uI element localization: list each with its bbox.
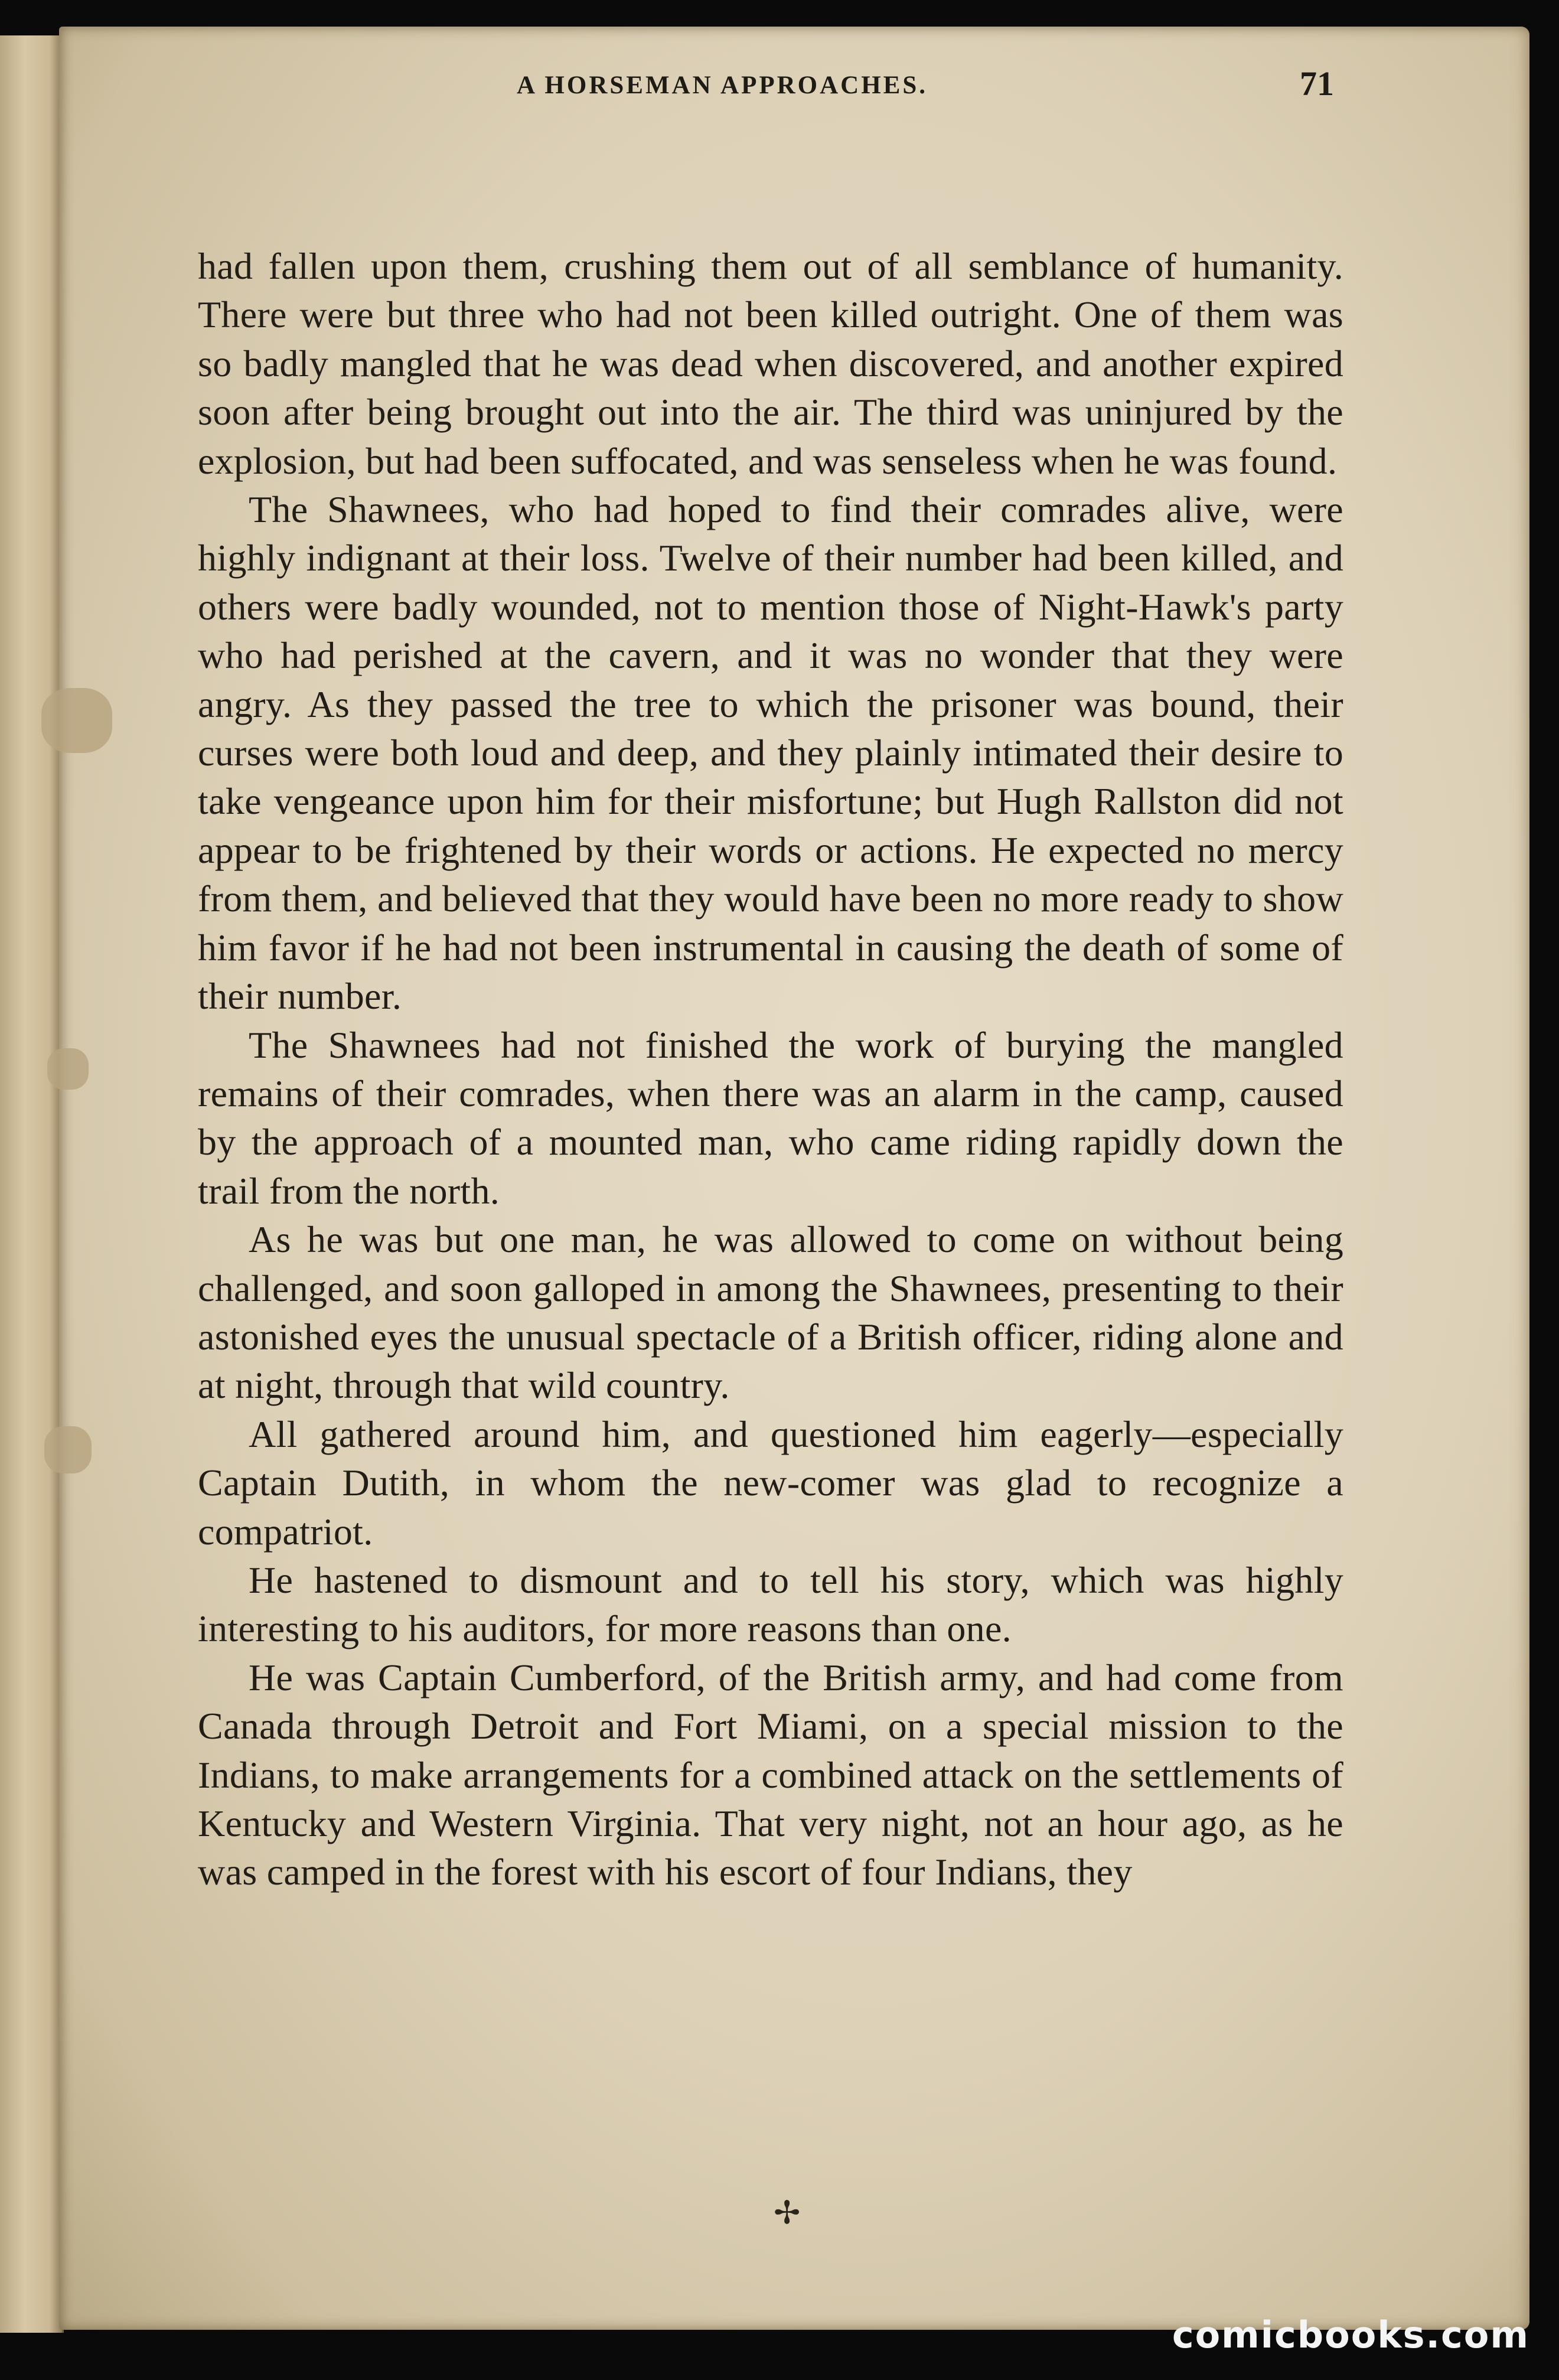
- running-title: A HORSEMAN APPROACHES.: [517, 71, 928, 99]
- paragraph: The Shawnees, who had hoped to find their comrades alive, were highly indignant at their loss. Twelve of their number had been killed, and others were badly wounded, not to mention those of Night-Hawk's party who had perished at the cavern, and it was no wonder that they were angry. As they passed the tree to which the prisoner was bound, their curses were both loud and deep, and they plainly intimated their desire to take vengeance upon him for their misfortune; but Hugh Rallston did not appear to be frightened by their words or actions. He expected no mercy from them, and believed that they would have been no more ready to show him favor if he had not been instrumental in causing the death of some of their number.: [198, 488, 1343, 1018]
- paragraph: He hastened to dismount and to tell his story, which was highly interesting to his auditors, for more reasons than one.: [198, 1559, 1343, 1650]
- paragraph: He was Captain Cumberford, of the British army, and had come from Canada through Detroit and Fort Miami, on a special mission to the Indians, to make arrangements for a combined attack on the settlements of Kentucky and Western Virginia. That very night, not an hour ago, as he was camped in the forest with his escort of four Indians, they: [198, 1656, 1343, 1893]
- paragraph: The Shawnees had not finished the work of burying the mangled remains of their comrades, when there was an alarm in the camp, caused by the approach of a mounted man, who came riding rapidly down the trail from the north.: [198, 1023, 1343, 1212]
- page-number: 71: [1300, 64, 1334, 103]
- page-tear-mark: [41, 688, 112, 753]
- page-tear-mark: [47, 1048, 89, 1090]
- page-tear-mark: [44, 1426, 92, 1473]
- paragraph: All gathered around him, and questioned him eagerly—especially Captain Dutith, in whom the new-comer was glad to recognize a compatriot.: [198, 1413, 1343, 1553]
- running-header: [195, 64, 1376, 124]
- paragraph: As he was but one man, he was allowed to come on without being challenged, and soon galloped in among the Shawnees, presenting to their astonished eyes the unusual spectacle of a British officer, riding alone and at night, through that wild country.: [198, 1218, 1343, 1407]
- left-page-edge: [0, 35, 64, 2333]
- printer-ornament: ✢: [774, 2194, 801, 2231]
- site-watermark: comicbooks.com: [1172, 2313, 1529, 2356]
- body-text: [198, 242, 1343, 1897]
- paragraph: had fallen upon them, crushing them out of all semblance of humanity. There were but three who had not been killed outright. One of them was so badly mangled that he was dead when discovered, and another expired soon after being brought out into the air. The third was uninjured by the explosion, but had been suffocated, and was senseless when he was found.: [198, 245, 1343, 482]
